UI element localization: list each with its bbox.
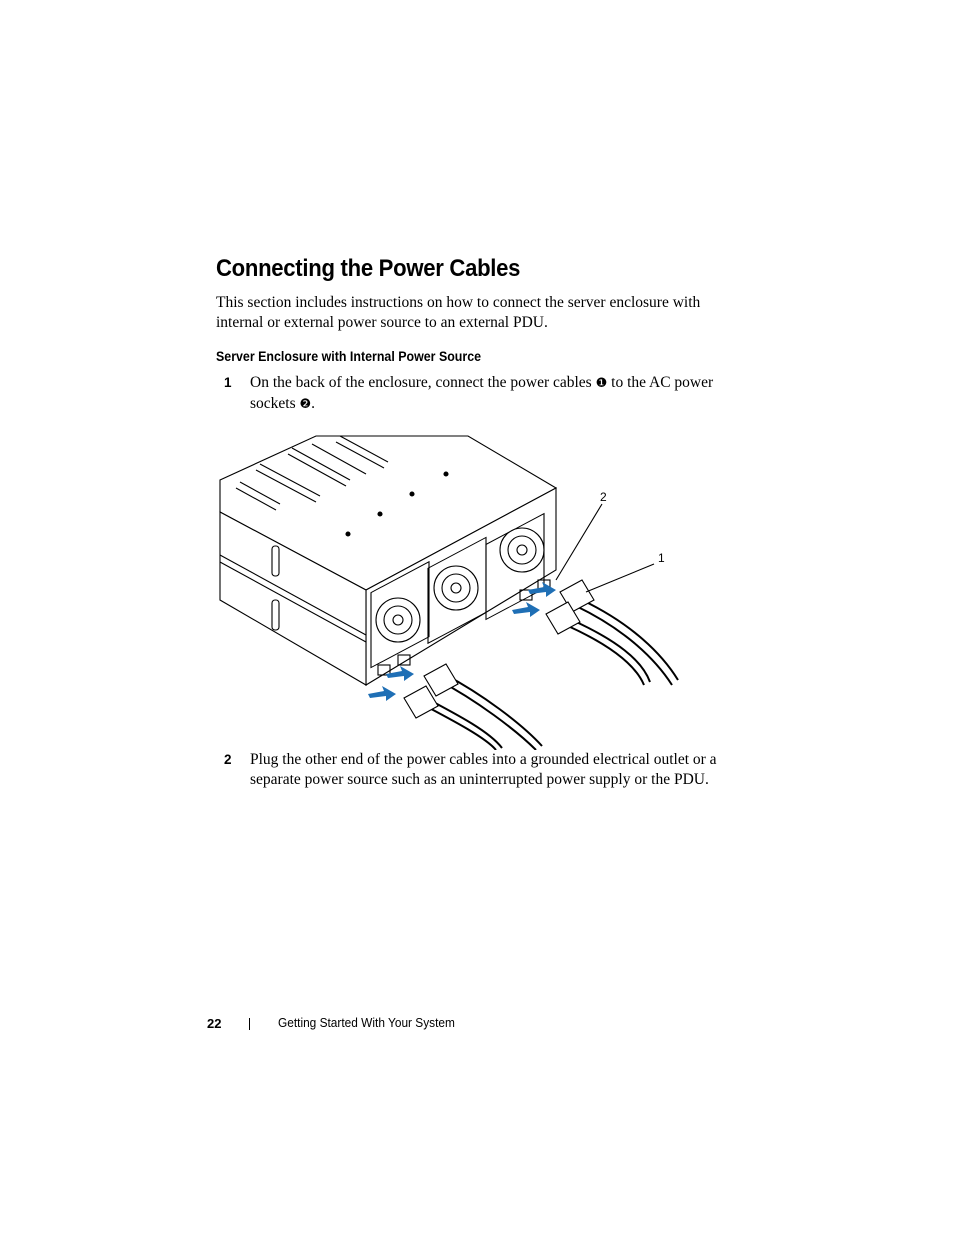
callout-1-marker: ❶ [595,376,608,391]
footer-title: Getting Started With Your System [278,1016,455,1030]
step-1-text-part: to the AC power sockets [250,374,714,412]
step-1-number: 1 [224,375,232,390]
enclosure-drawing [216,430,706,750]
step-2-number: 2 [224,752,232,767]
section-heading: Connecting the Power Cables [216,255,521,282]
footer-divider [249,1018,250,1030]
step-1-text [250,373,720,414]
step-2 [224,750,719,810]
callout-2-marker: ❷ [299,396,312,412]
step-1-text-part: . [311,394,316,412]
callout-label-1: 1 [658,551,665,565]
subsection-heading: Server Enclosure with Internal Power Source [216,349,482,364]
power-cable-illustration [216,430,706,750]
step-1-text-part: On the back of the enclosure, connect the power cables [250,374,596,391]
intro-paragraph: This section includes instructions on how to connect the server enclosure with internal or external power source to an external PDU. [216,294,701,331]
page-number: 22 [207,1016,222,1031]
step-2-text: Plug the other end of the power cables into a grounded electrical outlet or a separate power source such as an uninterrupted power supply or the PDU. [250,751,717,788]
callout-label-2: 2 [600,490,607,504]
step-1 [224,373,719,413]
